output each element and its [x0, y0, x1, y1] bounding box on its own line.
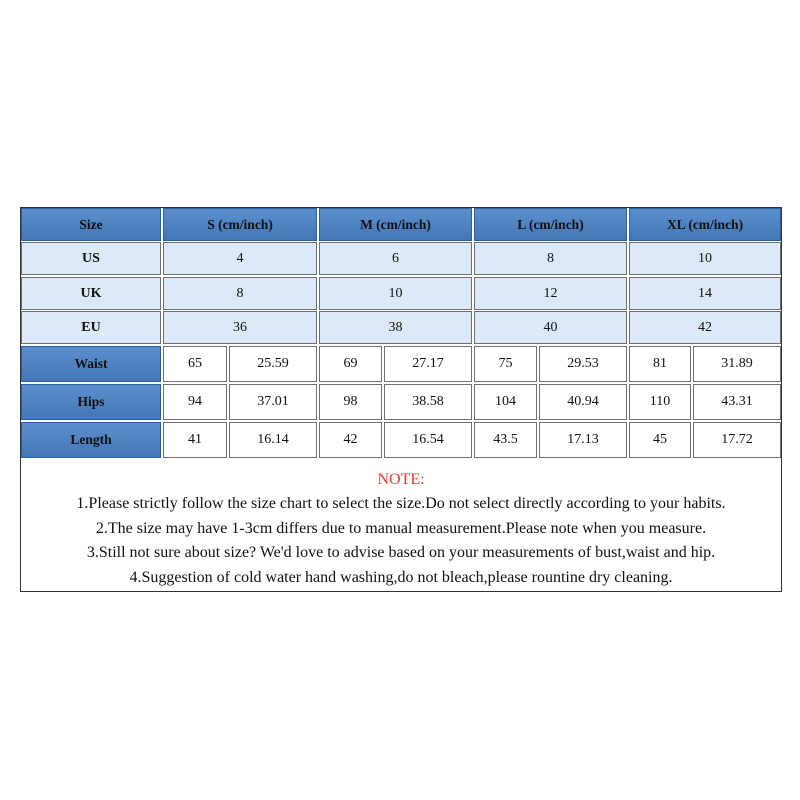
uk-size-s: 8 — [163, 277, 317, 310]
waist-s-inch: 25.59 — [229, 346, 317, 382]
row-label-length: Length — [21, 422, 161, 458]
uk-size-l: 12 — [474, 277, 627, 310]
row-label-hips: Hips — [21, 384, 161, 420]
waist-s-cm: 65 — [163, 346, 227, 382]
hips-l-inch: 40.94 — [539, 384, 627, 420]
waist-l-cm: 75 — [474, 346, 537, 382]
waist-m-inch: 27.17 — [384, 346, 472, 382]
eu-size-m: 38 — [319, 311, 472, 344]
hips-s-inch: 37.01 — [229, 384, 317, 420]
row-label-waist: Waist — [21, 346, 161, 382]
waist-l-inch: 29.53 — [539, 346, 627, 382]
header-size-s: S (cm/inch) — [163, 208, 317, 241]
row-label-uk: UK — [21, 277, 161, 310]
notes-section — [21, 460, 781, 591]
hips-s-cm: 94 — [163, 384, 227, 420]
header-size-label: Size — [21, 208, 161, 241]
length-xl-inch: 17.72 — [693, 422, 781, 458]
hips-xl-inch: 43.31 — [693, 384, 781, 420]
row-label-eu: EU — [21, 311, 161, 344]
length-s-cm: 41 — [163, 422, 227, 458]
length-l-inch: 17.13 — [539, 422, 627, 458]
header-size-xl: XL (cm/inch) — [629, 208, 781, 241]
header-size-m: M (cm/inch) — [319, 208, 472, 241]
note-title: NOTE: — [377, 471, 425, 488]
length-l-cm: 43.5 — [474, 422, 537, 458]
us-size-l: 8 — [474, 242, 627, 275]
hips-xl-cm: 110 — [629, 384, 691, 420]
length-m-cm: 42 — [319, 422, 382, 458]
waist-xl-inch: 31.89 — [693, 346, 781, 382]
hips-m-inch: 38.58 — [384, 384, 472, 420]
row-label-us: US — [21, 242, 161, 275]
note-line-2: 2.The size may have 1-3cm differs due to manual measurement.Please note when you measure. — [95, 519, 707, 537]
us-size-m: 6 — [319, 242, 472, 275]
length-s-inch: 16.14 — [229, 422, 317, 458]
eu-size-l: 40 — [474, 311, 627, 344]
uk-size-m: 10 — [319, 277, 472, 310]
us-size-s: 4 — [163, 242, 317, 275]
eu-size-xl: 42 — [629, 311, 781, 344]
header-size-l: L (cm/inch) — [474, 208, 627, 241]
hips-l-cm: 104 — [474, 384, 537, 420]
note-line-4: 4.Suggestion of cold water hand washing,do not bleach,please rountine dry cleaning. — [129, 568, 673, 586]
waist-m-cm: 69 — [319, 346, 382, 382]
note-line-3: 3.Still not sure about size? We'd love to advise based on your measurements of bust,waist and hip. — [86, 544, 716, 561]
hips-m-cm: 98 — [319, 384, 382, 420]
length-m-inch: 16.54 — [384, 422, 472, 458]
length-xl-cm: 45 — [629, 422, 691, 458]
us-size-xl: 10 — [629, 242, 781, 275]
note-line-1: 1.Please strictly follow the size chart to select the size.Do not select directly according to your habits. — [76, 495, 726, 512]
uk-size-xl: 14 — [629, 277, 781, 310]
waist-xl-cm: 81 — [629, 346, 691, 382]
eu-size-s: 36 — [163, 311, 317, 344]
size-chart-table — [20, 207, 782, 592]
